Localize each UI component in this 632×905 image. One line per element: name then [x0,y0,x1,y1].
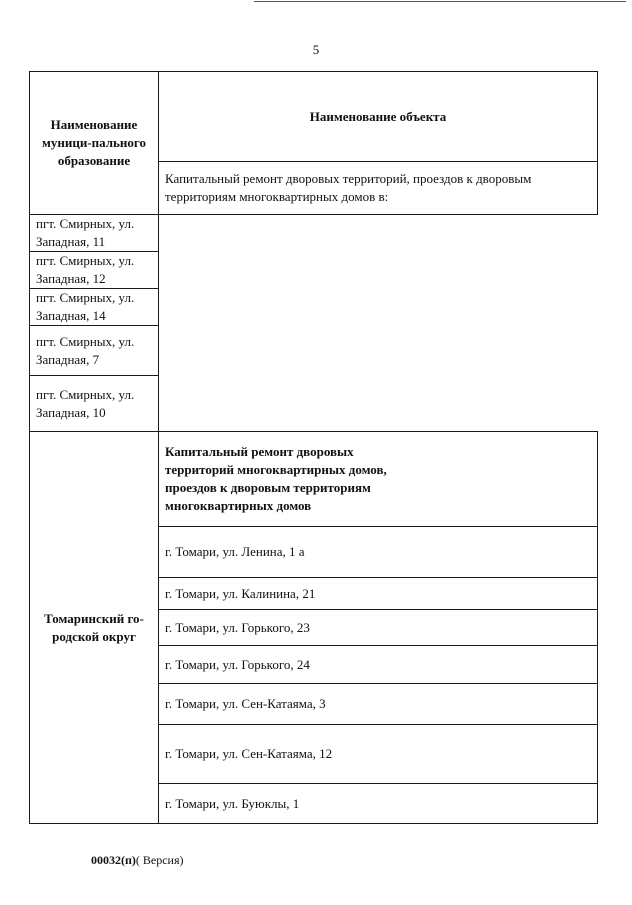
table-row [30,252,598,289]
section-title: Капитальный ремонт дворовых территорий многоквартирных домов, проездов к дворовым территориям многоквартирных домов [159,432,598,527]
document-code-number: 00032(п) [91,853,136,867]
table-row [30,289,598,326]
object-cell: пгт. Смирных, ул. Западная, 10 [30,376,159,432]
object-cell: пгт. Смирных, ул. Западная, 11 [30,215,159,252]
section-title: Капитальный ремонт дворовых территорий, проездов к дворовым территориям многоквартирных домов в: [159,162,598,215]
municipality-cell: Томаринский го-родской округ [30,432,159,824]
table-row [30,432,598,527]
object-cell: г. Томари, ул. Сен-Катаяма, 12 [159,725,598,784]
table-row [30,326,598,376]
header-municipality: Наименование муници-пального образование [30,72,159,215]
object-cell: г. Томари, ул. Горького, 24 [159,646,598,684]
document-code [91,853,184,868]
table-row [30,215,598,252]
header-object: Наименование объекта [159,72,598,162]
object-cell: г. Томари, ул. Ленина, 1 а [159,527,598,578]
object-cell: г. Томари, ул. Сен-Катаяма, 3 [159,684,598,725]
object-cell: пгт. Смирных, ул. Западная, 14 [30,289,159,326]
document-code-suffix: ( Версия) [135,853,184,867]
object-cell: пгт. Смирных, ул. Западная, 12 [30,252,159,289]
top-rule [254,1,626,2]
table-header-row [30,72,598,162]
object-cell: пгт. Смирных, ул. Западная, 7 [30,326,159,376]
objects-table [29,71,598,824]
table-row [30,376,598,432]
object-cell: г. Томари, ул. Горького, 23 [159,610,598,646]
page-number: 5 [312,42,320,57]
object-cell: г. Томари, ул. Буюклы, 1 [159,784,598,824]
object-cell: г. Томари, ул. Калинина, 21 [159,578,598,610]
